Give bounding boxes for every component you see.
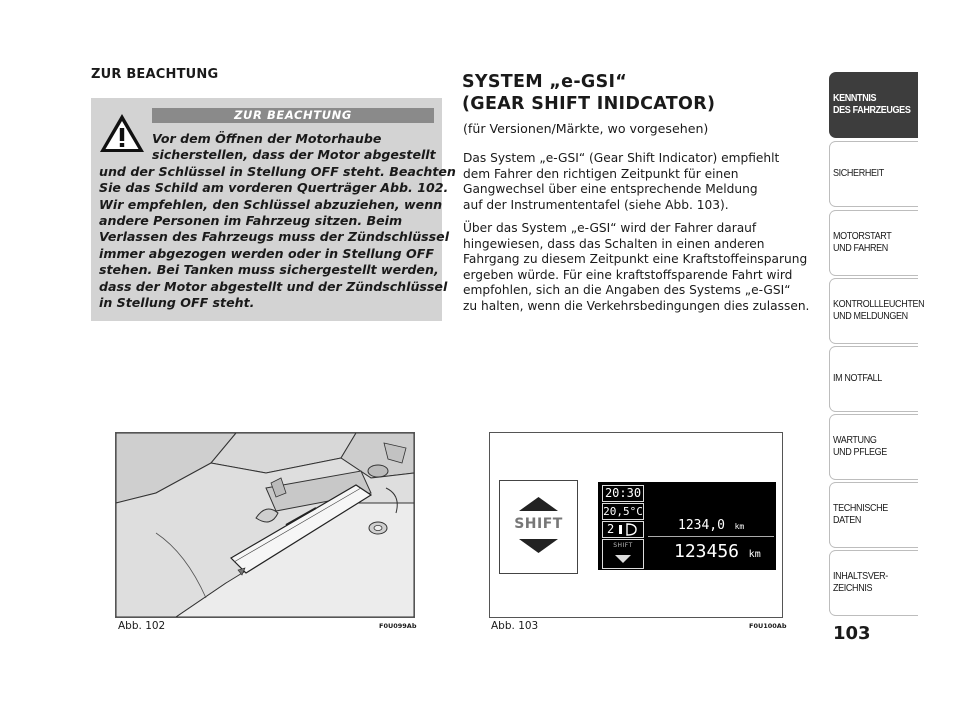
figure-102-code: F0U099Ab (379, 622, 417, 630)
warning-line: Verlassen des Fahrzeugs muss der Zündschlüssel (99, 229, 450, 245)
display-clock: 20:30 (602, 485, 644, 502)
text-line: hingewiesen, dass das Schalten in einen anderen (463, 236, 765, 251)
warning-box (91, 98, 456, 321)
text-line: Über das System „e-GSI“ wird der Fahrer darauf (463, 221, 757, 235)
display-gear: 2 (607, 522, 615, 536)
text-line: dem Fahrer den richtigen Zeitpunkt für einen (463, 166, 739, 181)
shift-label: SHIFT (514, 516, 563, 532)
tab-label: TECHNISCHE DATEN (833, 503, 888, 526)
warning-line: andere Personen im Fahrzeug sitzen. Beim (99, 213, 403, 228)
tab-label: KENNTNIS DES FAHRZEUGES (833, 93, 911, 116)
instrument-display (598, 482, 776, 570)
figure-102-engine-bay (115, 432, 415, 618)
odometer-unit: km (748, 549, 761, 560)
warning-line: Sie das Schild am vorderen Querträger Abb. 102. (99, 180, 449, 196)
tab-kontrollleuchten-und-meldungen[interactable] (829, 278, 925, 344)
tab-kenntnis-des-fahrzeuges[interactable] (829, 72, 918, 138)
text-line: ergeben würde. Für eine kraftstoffsparende Fahrt wird (463, 267, 793, 282)
warning-line: Wir empfehlen, den Schlüssel abzuziehen, wenn (99, 196, 443, 212)
tab-im-notfall[interactable] (829, 346, 918, 412)
text-line: auf der Instrumententafel (siehe Abb. 103). (463, 197, 729, 212)
shift-down-arrow-icon (603, 552, 643, 566)
warning-line: stehen. Bei Tanken muss sichergestellt werden, (99, 262, 439, 278)
text-line: empfohlen, sich an die Angaben des Systems „e-GSI“ (463, 283, 791, 297)
tab-sicherheit[interactable] (829, 141, 918, 207)
figure-102-caption: Abb. 102 (118, 620, 166, 632)
tab-label: IM NOTFALL (833, 373, 882, 384)
odometer-readout (674, 541, 761, 562)
text-line: Gangwechsel über eine entsprechende Meldung (463, 182, 758, 196)
text-line: Fahrgang zu diesem Zeitpunkt eine Kraftstoffeinsparung (463, 252, 808, 266)
page-subtitle: (für Versionen/Märkte, wo vorgesehen) (463, 121, 709, 136)
page-title-line2: (GEAR SHIFT INIDCATOR) (462, 94, 716, 114)
display-gear-row (602, 521, 644, 538)
tab-wartung-und-pflege[interactable] (829, 414, 918, 480)
tab-label: KONTROLLLEUCHTEN UND MELDUNGEN (833, 299, 925, 322)
page-number: 103 (833, 623, 871, 644)
warning-line: Vor dem Öffnen der Motorhaube (152, 131, 382, 146)
trip-value: 1234,0 (678, 518, 725, 533)
figure-103-gsi-display (489, 432, 783, 618)
shift-small-label: SHIFT (613, 542, 633, 549)
warning-triangle-icon (99, 112, 145, 154)
gauge-symbol-icon (617, 522, 643, 537)
tab-label: INHALTSVER- ZEICHNIS (833, 571, 888, 594)
tab-inhaltsverzeichnis[interactable] (829, 550, 918, 616)
tab-technische-daten[interactable] (829, 482, 918, 548)
odometer-value: 123456 (674, 541, 740, 562)
tab-label: SICHERHEIT (833, 168, 884, 179)
warning-line: sicherstellen, dass der Motor abgestellt (152, 147, 436, 163)
shift-indicator-panel (499, 480, 578, 574)
warning-line: in Stellung OFF steht. (99, 295, 255, 310)
warning-banner: ZUR BEACHTUNG (152, 108, 434, 123)
text-line: Das System „e-GSI“ (Gear Shift Indicator) empfiehlt (463, 151, 780, 165)
figure-103-code: F0U100Ab (749, 622, 787, 630)
tab-label: MOTORSTART UND FAHREN (833, 231, 892, 254)
warning-line: und der Schlüssel in Stellung OFF steht. Beachten (99, 163, 456, 179)
engine-bay-illustration (116, 433, 414, 617)
shift-down-box (602, 539, 644, 569)
warning-line: immer abgezogen werden oder in Stellung OFF (99, 245, 434, 261)
section-heading: ZUR BEACHTUNG (91, 67, 219, 82)
warning-line: dass der Motor abgestellt und der Zündschlüssel (99, 278, 448, 294)
trip-readout (678, 514, 744, 533)
display-divider (648, 536, 774, 537)
tab-motorstart-und-fahren[interactable] (829, 210, 918, 276)
tab-label: WARTUNG UND PFLEGE (833, 435, 887, 458)
text-line: zu halten, wenn die Verkehrsbedingungen dies zulassen. (463, 298, 810, 313)
figure-103-caption: Abb. 103 (491, 620, 539, 632)
trip-unit: km (734, 522, 745, 531)
page-title-line1: SYSTEM „e-GSI“ (462, 72, 628, 92)
display-temperature: 20,5°C (603, 505, 643, 518)
